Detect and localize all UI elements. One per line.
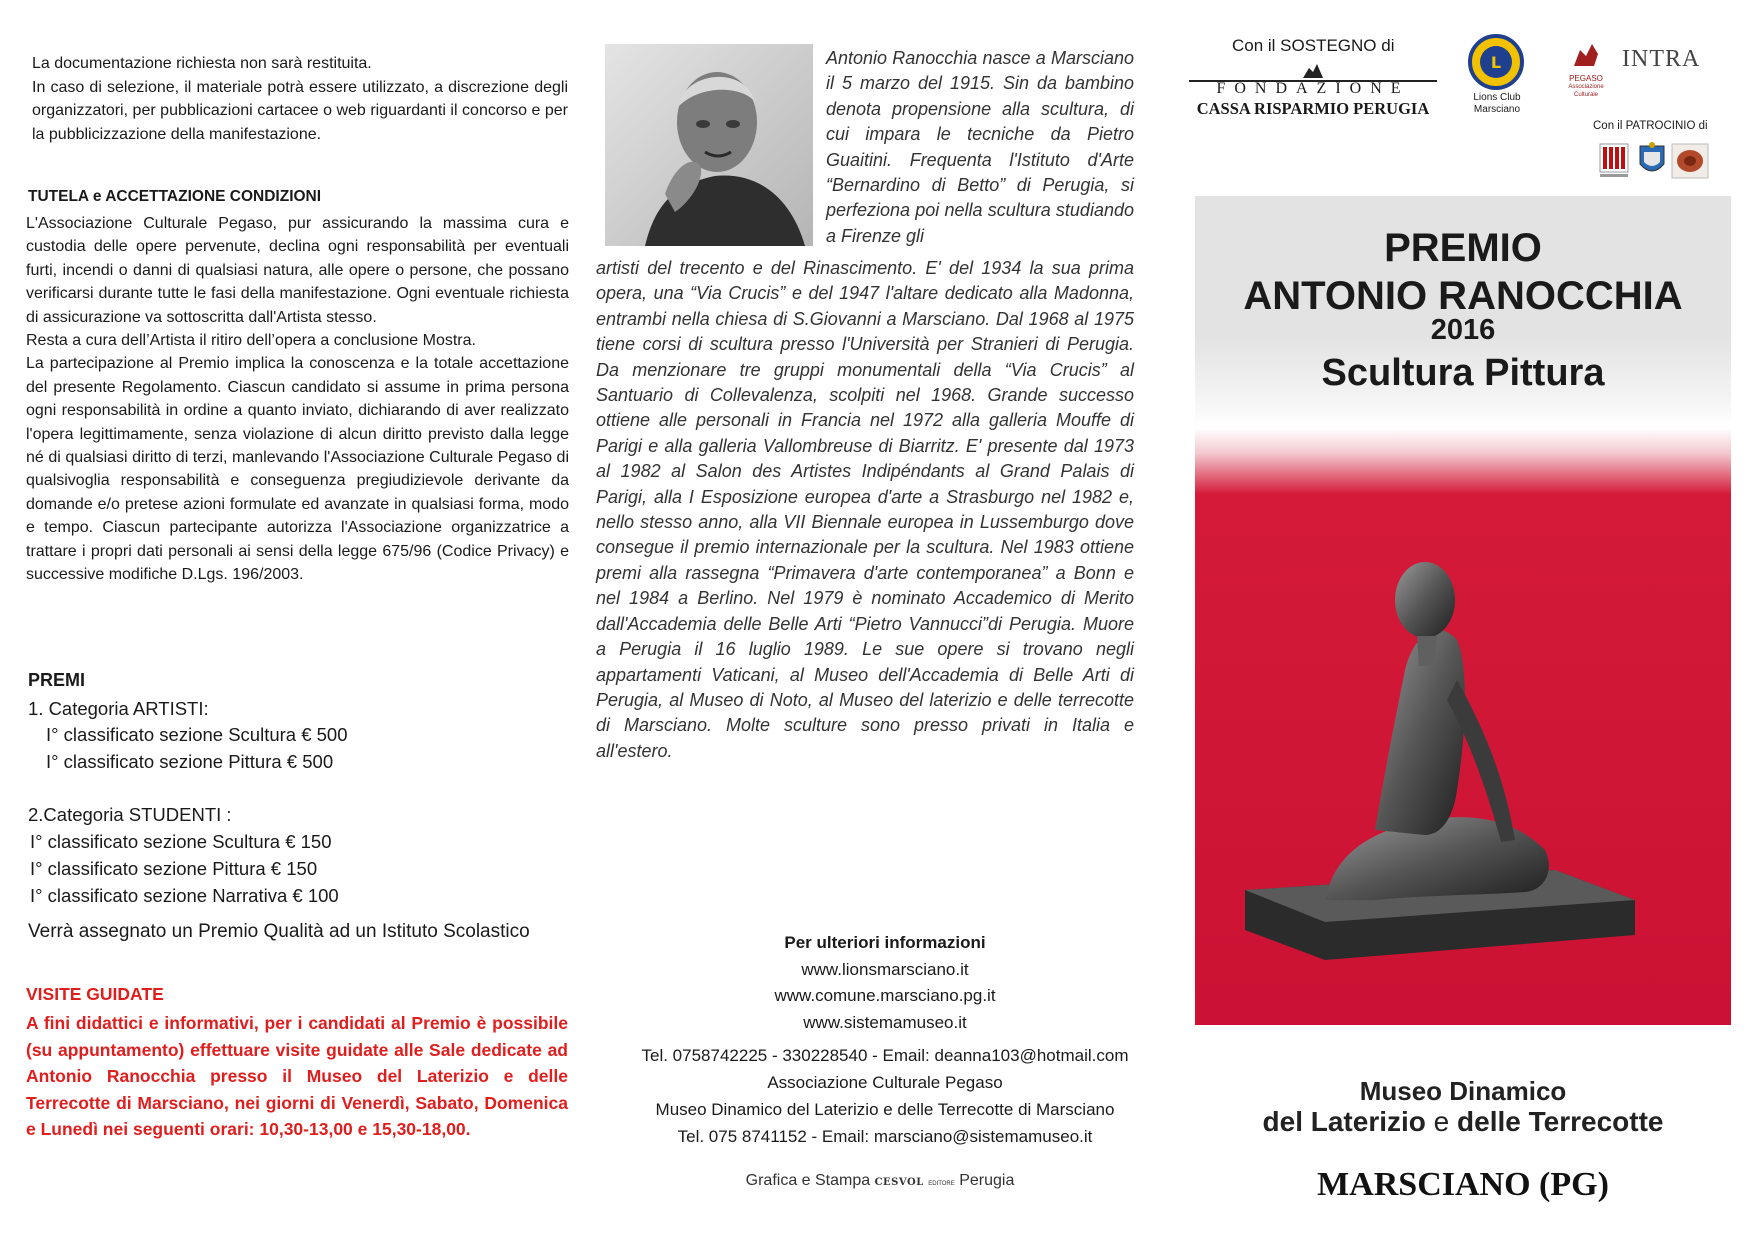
griffin-icon [1301, 62, 1325, 80]
poster-subtitle: Scultura Pittura [1321, 352, 1605, 394]
link-lions[interactable]: www.lionsmarsciano.it [801, 959, 969, 979]
tutela-paragraph-2: Resta a cura dell’Artista il ritiro dell’opera a conclusione Mostra. [26, 332, 476, 350]
contact-phone-email-1: Tel. 0758742225 - 330228540 - Email: deanna103@hotmail.com [641, 1046, 1129, 1065]
museum-name-line-2 [1195, 1106, 1731, 1138]
pegaso-label: PEGASO [1569, 74, 1603, 83]
regione-umbria-logo [1594, 142, 1634, 180]
patronage-label: Con il PATROCINIO di [1593, 120, 1708, 132]
credit-editore: EDITORE [928, 1181, 955, 1187]
intro-line-1: La documentazione richiesta non sarà restituita. [32, 55, 372, 72]
intra-logo: INTRA [1622, 46, 1701, 72]
link-sistemamuseo[interactable]: www.sistemamuseo.it [803, 1012, 967, 1032]
biography-intro: Antonio Ranocchia nasce a Marsciano il 5 marzo del 1915. Sin da bambino denota propensione alla scultura, di cui impara le tecniche da Pietro Guaitini. Frequenta l'Istituto d'Arte “Bernardino di Betto” di Perugia, si perfeziona poi nella scultura studiando a Firenze gli [826, 48, 1134, 246]
sculpture-image [1225, 490, 1645, 970]
lions-club-logo [1468, 34, 1524, 90]
visite-guidate-text: A fini didattici e informativi, per i candidati al Premio è possibile (su appuntamento) effettuare visite guidate alle Sale dedicate ad Antonio Ranocchia presso il Museo del Laterizio e delle Terrecotte di Marsciano, nei giorni di Venerdì, Sabato, Domenica e Lunedì nei seguenti orari: 10,30-13,00 e 15,30-18,00. [26, 1013, 568, 1140]
artist-portrait-photo [605, 44, 813, 246]
credit-prefix: Grafica e Stampa [745, 1172, 871, 1189]
category-artisti-title: 1. Categoria ARTISTI: [28, 698, 209, 719]
tutela-paragraph-3: La partecipazione al Premio implica la conoscenza e la totale accettazione del presente Regolamento. Ciascun candidato si assume in prima persona ogni responsabilità in ordine a quanto inviato, dichiarando di aver realizzato l'opera legittimamente, senza violazione di alcun diritto previsto dalla legge né di qualsiasi diritto di terzi, manlevando l'Associazione Culturale Pegaso di qualsivoglia responsabilità e conseguenza pregiudizievole derivante da domande e/o pretese azioni formulate ed avanzate in qualsiasi forma, modo e tempo. Ciascun partecipante autorizza l'Associazione organizzatrice a trattare i propri dati personali ai sensi della legge 675/96 (Codice Privacy) e successive modifiche D.Lgs. 196/2003. [26, 355, 569, 584]
link-comune[interactable]: www.comune.marsciano.pg.it [774, 986, 996, 1005]
pegaso-logo [1556, 40, 1616, 98]
lions-line-2: Marsciano [1473, 104, 1521, 115]
prize-item: I° classificato sezione Scultura € 150 [30, 831, 332, 852]
association-name: Associazione Culturale Pegaso [767, 1072, 1003, 1092]
contact-phone-email-2: Tel. 075 8741152 - Email: marsciano@sistemamuseo.it [677, 1126, 1093, 1146]
tutela-heading: TUTELA e ACCETTAZIONE CONDIZIONI [28, 188, 322, 205]
premio-qualita-note: Verrà assegnato un Premio Qualità ad un Istituto Scolastico [28, 921, 530, 942]
prize-item: I° classificato sezione Narrativa € 100 [30, 885, 339, 906]
city-name: MARSCIANO (PG) [1317, 1166, 1609, 1203]
pegasus-icon [1556, 40, 1616, 70]
comune-marsciano-crest-logo [1632, 142, 1672, 180]
poster-title-year: 2016 [1430, 314, 1496, 346]
lions-line-1: Lions Club [1473, 92, 1521, 103]
sponsor-label: Con il SOSTEGNO di [1232, 36, 1395, 55]
biography-text: artisti del trecento e del Rinascimento. E' del 1934 la sua prima opera, una “Via Crucis” e del 1947 l'altare dedicato alla Madonna, entrambi nella chiesa di S.Giovanni a Marsciano. Dal 1968 al 1975 tiene corsi di scultura presso l'Università per Stranieri di Perugia. Da menzionare tre gruppi monumentali della “Via Crucis” al Santuario di Collevalenza, scolpiti nel 1968. Grande successo ottiene alle personali in Francia nel 1972 alla galleria Mouffe di Parigi e alla galleria Vallombreuse di Biarritz. E' presente dal 1973 al 1982 al Salon des Artistes Indipéndants al Grand Palais di Parigi, alla I Esposizione europea d'arte a Strasburgo nel 1982 e, nello stesso anno, alla VII Biennale europea in Lussemburgo dove consegue il premio internazionale per la scultura. Nel 1983 ottiene premi alla rassegna “Primavera d'arte contemporanea” a Bonn e nel 1984 a Berlino. Nel 1979 è nominato Accademico di Merito dall'Accademia delle Belle Arti “Pietro Vannucci”di Perugia. Muore a Perugia il 16 luglio 1989. Le sue opere si trovano negli appartamenti Vaticani, al Museo dell'Accademia di Belle Arti di Perugia, al Museo di Noto, al Museo del laterizio e delle terrecotte di Marsciano. Molte sculture sono presso privati in Italia e all'estero. [596, 258, 1134, 761]
print-credits [600, 1172, 1160, 1190]
lions-club-caption [1452, 92, 1542, 116]
svg-text:L: L [1490, 53, 1502, 72]
tutela-paragraph-1: L'Associazione Culturale Pegaso, pur assicurando la massima cura e custodia delle opere pervenute, declina ogni responsabilità per eventuali furti, incendi o danni di qualsiasi natura, alle opere o persone, che possano verificarsi durante tutte le fasi della manifestazione. Ogni eventuale richiesta di assicurazione va sottoscritta dall'Artista stesso. [26, 215, 569, 326]
museum-name-part-c: delle Terrecotte [1449, 1106, 1664, 1137]
cesvol-logo: CESVOL [874, 1177, 924, 1188]
museum-full-name: Museo Dinamico del Laterizio e delle Terrecotte di Marsciano [655, 1100, 1115, 1119]
intro-notice [32, 52, 568, 146]
prize-item: I° classificato sezione Pittura € 500 [46, 751, 334, 772]
info-heading: Per ulteriori informazioni [784, 933, 986, 952]
prize-item: I° classificato sezione Scultura € 500 [46, 724, 348, 745]
museo-logo [1670, 142, 1710, 180]
premi-heading: PREMI [28, 670, 86, 690]
pegaso-sub: Associazione Culturale [1568, 84, 1604, 98]
tutela-body [26, 212, 569, 587]
category-studenti-title: 2.Categoria STUDENTI : [28, 804, 232, 825]
fondazione-line-2: CASSA RISPARMIO PERUGIA [1196, 99, 1430, 118]
fondazione-line-1: FONDAZIONE [1216, 80, 1410, 97]
intro-line-2: In caso di selezione, il materiale potrà essere utilizzato, a discrezione degli organizzatori, per pubblicazioni cartacee o web riguardanti il concorso e per la pubblicizzazione della manifestazione. [32, 78, 568, 143]
museum-name-part-a: del Laterizio [1262, 1106, 1434, 1137]
credit-city: Perugia [959, 1172, 1015, 1189]
contact-info [590, 930, 1180, 1150]
prize-item: I° classificato sezione Pittura € 150 [30, 858, 318, 879]
museum-name-line-1: Museo Dinamico [1359, 1076, 1567, 1106]
poster-title-name: ANTONIO RANOCCHIA [1243, 274, 1683, 318]
museum-name-part-b: e [1433, 1106, 1450, 1137]
visite-guidate-heading: VISITE GUIDATE [26, 984, 164, 1004]
poster-title-premio: PREMIO [1384, 226, 1542, 270]
